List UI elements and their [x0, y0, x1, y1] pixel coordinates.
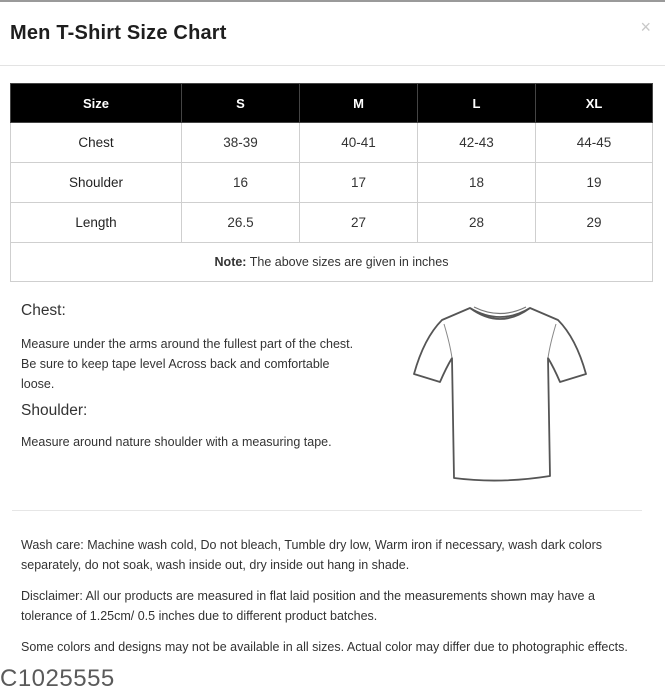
table-cell: 28: [418, 203, 536, 243]
colors-note-text: Some colors and designs may not be available in all sizes. Actual color may differ due to photographic effects.: [21, 640, 628, 654]
size-header-xl: XL: [536, 84, 653, 123]
tshirt-outline-icon: [408, 296, 592, 488]
size-table-header-row: [11, 84, 653, 123]
table-row-chest: [11, 123, 653, 163]
table-cell: 42-43: [418, 123, 536, 163]
table-cell: 16: [182, 163, 300, 203]
care-info: [21, 535, 646, 668]
size-table: [10, 83, 653, 282]
table-cell: 18: [418, 163, 536, 203]
close-icon[interactable]: ×: [640, 17, 651, 37]
chest-heading: Chest:: [21, 302, 66, 319]
table-cell: 29: [536, 203, 653, 243]
size-header-s: S: [182, 84, 300, 123]
section-divider: [12, 510, 642, 511]
table-row-length: [11, 203, 653, 243]
table-cell: 17: [300, 163, 418, 203]
row-label-chest: Chest: [11, 123, 182, 163]
row-label-shoulder: Shoulder: [11, 163, 182, 203]
table-cell: 26.5: [182, 203, 300, 243]
wash-care-text: Wash care: Machine wash cold, Do not bleach, Tumble dry low, Warm iron if necessary, wash dark colors separately, do not soak, wash inside out, dry inside out hang in shade.: [21, 538, 603, 572]
disclaimer-text: Disclaimer: All our products are measured in flat laid position and the measurements shown may have a tolerance of 1.25cm/ 0.5 inches due to different product batches.: [21, 589, 595, 623]
note-text: The above sizes are given in inches: [246, 255, 449, 269]
table-note-row: [11, 243, 653, 282]
table-cell: 44-45: [536, 123, 653, 163]
shoulder-instructions: Measure around nature shoulder with a measuring tape.: [21, 435, 332, 449]
modal-header: [0, 0, 665, 66]
table-cell: 19: [536, 163, 653, 203]
shoulder-heading: Shoulder:: [21, 402, 88, 419]
table-row-shoulder: [11, 163, 653, 203]
row-label-length: Length: [11, 203, 182, 243]
table-cell: 38-39: [182, 123, 300, 163]
size-note: [11, 243, 653, 282]
product-code-watermark: C1025555: [0, 665, 115, 692]
table-cell: 40-41: [300, 123, 418, 163]
size-header: Size: [11, 84, 182, 123]
note-label: Note:: [214, 255, 247, 269]
table-cell: 27: [300, 203, 418, 243]
modal-title: Men T-Shirt Size Chart: [10, 22, 227, 44]
chest-instructions: Measure under the arms around the fullest part of the chest. Be sure to keep tape level Across back and comfortable loose.: [21, 337, 354, 391]
size-header-m: M: [300, 84, 418, 123]
size-header-l: L: [418, 84, 536, 123]
